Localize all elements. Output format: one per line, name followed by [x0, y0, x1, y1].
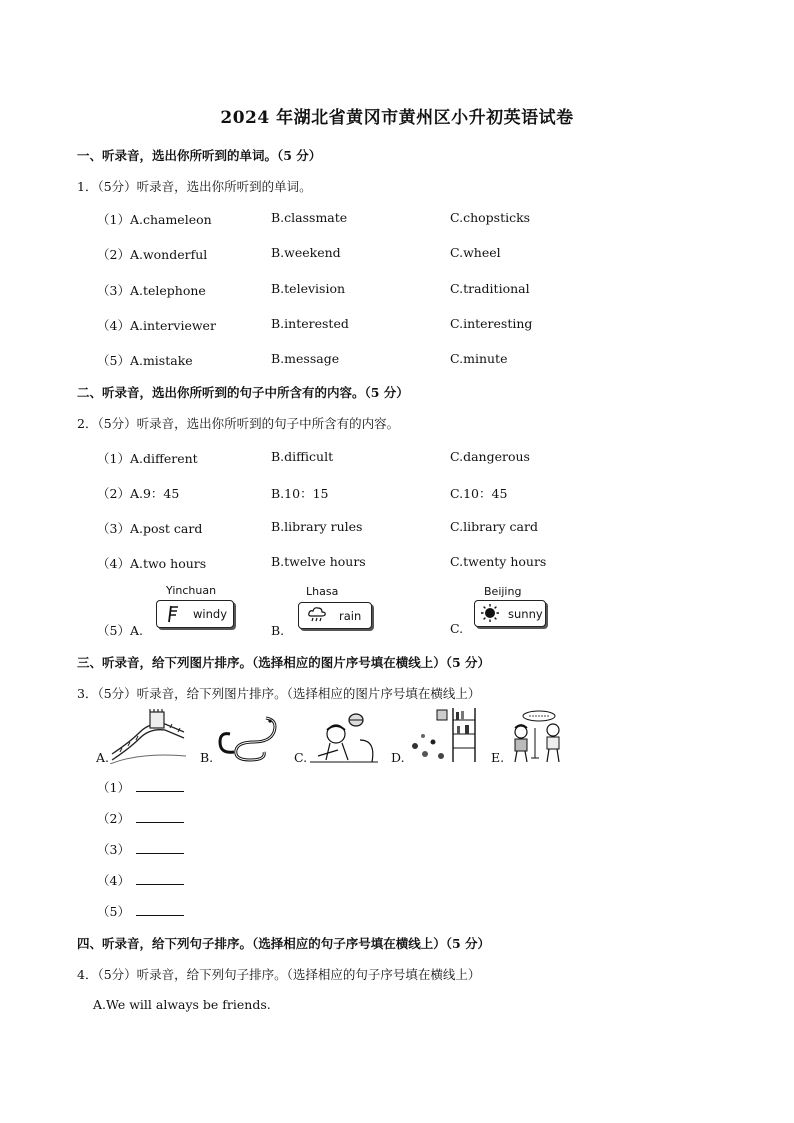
question-1: 1．（5分）听录音，选出你所听到的单词。	[77, 179, 312, 194]
city-label: Beijing	[484, 585, 522, 598]
option-c[interactable]: C.twenty hours	[450, 554, 547, 569]
option-c[interactable]: C.dangerous	[450, 449, 530, 464]
weather-card-beijing[interactable]	[472, 584, 562, 634]
answer-line-1	[97, 778, 184, 796]
city-label: Lhasa	[306, 585, 339, 598]
option-b[interactable]: B.weekend	[271, 245, 341, 260]
weather-box	[474, 600, 546, 627]
picture-label: B.	[200, 750, 214, 765]
answer-blank[interactable]	[136, 780, 184, 792]
section-heading-1: 一、听录音，选出你所听到的单词。（5 分）	[77, 148, 322, 163]
option-c[interactable]: C.library card	[450, 519, 538, 534]
section-heading-4: 四、听录音，给下列句子排序。（选择相应的句子序号填在横线上）（5 分）	[77, 936, 491, 951]
option-a[interactable]: （3）A.post card	[97, 521, 203, 536]
sun-icon	[480, 603, 500, 623]
option-c[interactable]: C.minute	[450, 351, 508, 366]
weather-label: windy	[193, 607, 227, 621]
picture-label: A.	[96, 750, 110, 765]
library-shelf-icon	[405, 706, 479, 764]
wind-icon	[165, 604, 183, 624]
weather-label: rain	[339, 609, 362, 623]
weather-card-lhasa[interactable]	[296, 584, 386, 634]
option-b[interactable]: B.10：15	[271, 486, 329, 501]
option-a[interactable]: （5）A.mistake	[97, 353, 193, 368]
option-a[interactable]: （3）A.telephone	[97, 283, 206, 298]
city-label: Yinchuan	[166, 584, 217, 597]
option-c[interactable]: C.chopsticks	[450, 210, 531, 225]
answer-line-4	[97, 871, 184, 889]
option-a[interactable]: （5）A.	[97, 623, 143, 638]
option-b[interactable]: B.classmate	[271, 210, 348, 225]
answer-blank[interactable]	[136, 873, 184, 885]
option-a[interactable]: （2）A.9：45	[97, 486, 180, 501]
answer-number: （2）	[97, 811, 130, 826]
weather-box	[156, 600, 234, 628]
answer-number: （4）	[97, 873, 130, 888]
great-wall-icon	[110, 708, 186, 764]
answer-number: （1）	[97, 780, 130, 795]
weather-box	[298, 602, 372, 629]
picture-label: E.	[491, 750, 505, 765]
answer-blank[interactable]	[136, 811, 184, 823]
answer-blank[interactable]	[136, 842, 184, 854]
sentence-a: A.We will always be friends.	[93, 997, 271, 1012]
picture-label: D.	[391, 750, 405, 765]
option-b[interactable]: B.interested	[271, 316, 349, 331]
question-4: 4．（5分）听录音，给下列句子排序。（选择相应的句子序号填在横线上）	[77, 967, 481, 982]
answer-line-2	[97, 809, 184, 827]
picture-label: C.	[294, 750, 308, 765]
answer-line-5	[97, 902, 184, 920]
option-a[interactable]: （1）A.chameleon	[97, 212, 212, 227]
question-3: 3．（5分）听录音，给下列图片排序。（选择相应的图片序号填在横线上）	[77, 686, 481, 701]
option-c[interactable]: C.traditional	[450, 281, 530, 296]
option-b[interactable]: B.	[271, 623, 285, 638]
option-b[interactable]: B.library rules	[271, 519, 363, 534]
page-title: 2024 年湖北省黄冈市黄州区小升初英语试卷	[220, 108, 574, 128]
weather-card-yinchuan[interactable]	[152, 584, 242, 634]
section-heading-2: 二、听录音，选出你所听到的句子中所含有的内容。（5 分）	[77, 385, 409, 400]
boy-eating-icon	[308, 710, 380, 764]
section-heading-3: 三、听录音，给下列图片排序。（选择相应的图片序号填在横线上）（5 分）	[77, 655, 491, 670]
option-c[interactable]: C.interesting	[450, 316, 533, 331]
option-a[interactable]: （2）A.wonderful	[97, 247, 208, 262]
answer-line-3	[97, 840, 184, 858]
rain-cloud-icon	[307, 606, 329, 624]
option-c[interactable]: C.10：45	[450, 486, 508, 501]
option-b[interactable]: B.television	[271, 281, 346, 296]
snake-icon	[214, 712, 282, 764]
option-c[interactable]: C.wheel	[450, 245, 501, 260]
option-b[interactable]: B.difficult	[271, 449, 334, 464]
children-sign-icon	[505, 708, 571, 764]
option-c[interactable]: C.	[450, 621, 464, 636]
option-b[interactable]: B.twelve hours	[271, 554, 366, 569]
question-2: 2．（5分）听录音，选出你所听到的句子中所含有的内容。	[77, 416, 400, 431]
answer-number: （5）	[97, 904, 130, 919]
option-a[interactable]: （1）A.different	[97, 451, 198, 466]
option-b[interactable]: B.message	[271, 351, 340, 366]
weather-label: sunny	[508, 607, 543, 621]
option-a[interactable]: （4）A.two hours	[97, 556, 207, 571]
option-a[interactable]: （4）A.interviewer	[97, 318, 216, 333]
answer-blank[interactable]	[136, 904, 184, 916]
answer-number: （3）	[97, 842, 130, 857]
